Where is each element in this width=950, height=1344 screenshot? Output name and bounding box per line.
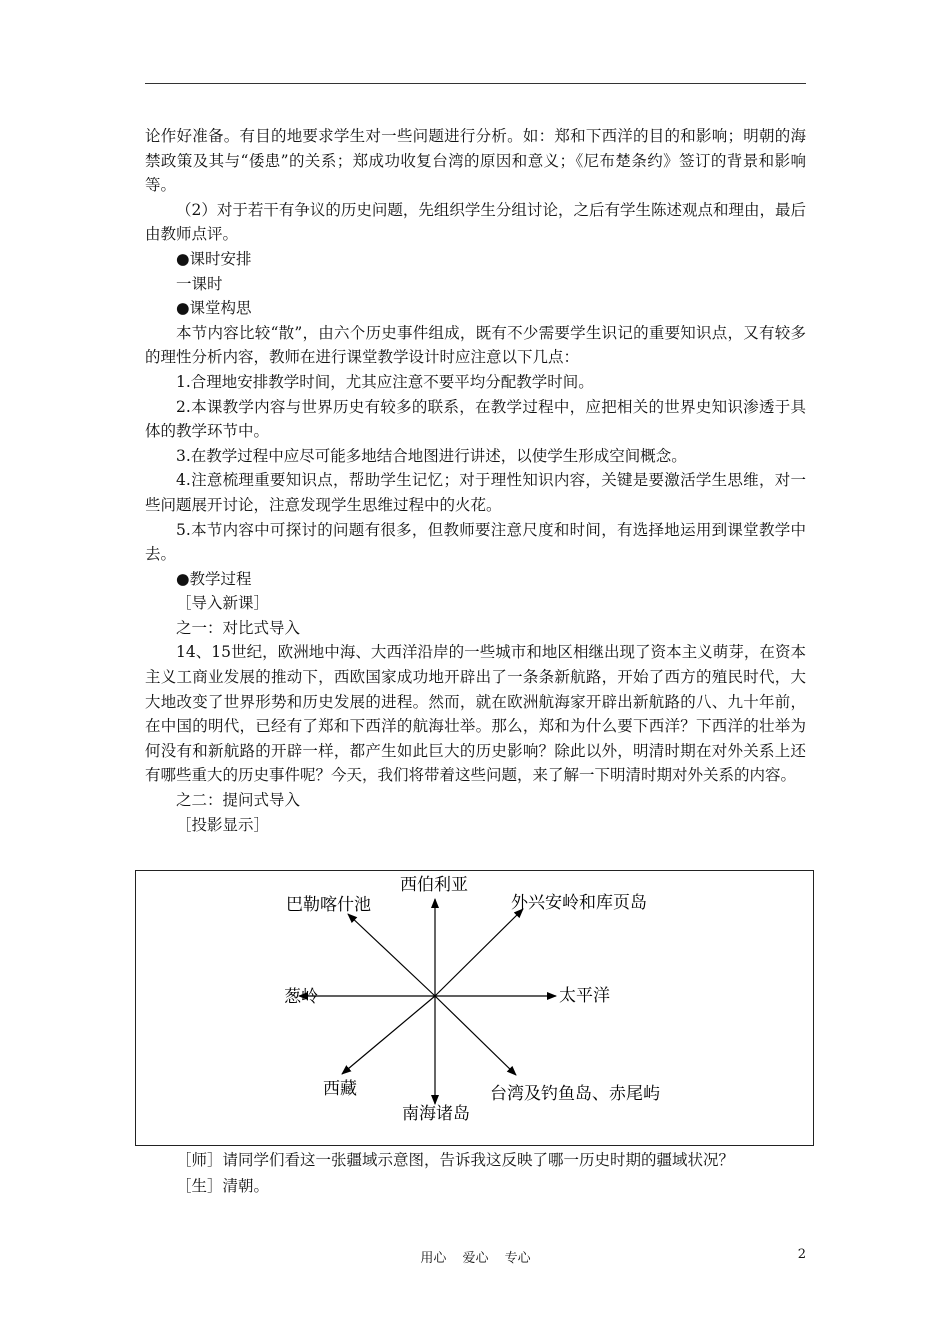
paragraph: 14、15世纪，欧洲地中海、大西洋沿岸的一些城市和地区相继出现了资本主义萌芽，在资本主义工商业发展的推动下，西欧国家成功地开辟出了一条条新航路，开始了西方的殖民时代，大大地改变了世界形势和历史发展的进程。然而，就在欧洲航海家开辟出新航路的八、九十年前，在中国的明代，已经有了郑和下西洋的航海壮举。那么，郑和为什么要下西洋？下西洋的壮举为何没有和新航路的开辟一样，都产生如此巨大的历史影响？除此以外，明清时期在对外关系上还有哪些重大的历史事件呢？今天，我们将带着这些问题，来了解一下明清时期对外关系的内容。 — [145, 643, 806, 785]
arrow-northeast — [435, 909, 523, 996]
section-heading: ●教学过程 — [176, 569, 252, 588]
list-item: 2.本课教学内容与世界历史有较多的联系，在教学过程中，应把相关的世界史知识渗透于具体的教学环节中。 — [145, 397, 806, 441]
paragraph: 一课时 — [176, 274, 223, 293]
subsection-label: ［导入新课］ — [176, 594, 270, 613]
label-west: 葱岭 — [284, 987, 318, 1007]
arrow-northwest — [348, 914, 435, 996]
teacher-line: ［师］请同学们看这一张疆域示意图，告诉我这反映了哪一历史时期的疆域状况？ — [176, 1151, 735, 1169]
student-line: ［生］清朝。 — [176, 1177, 270, 1195]
list-item: 1.合理地安排教学时间，尤其应注意不要平均分配教学时间。 — [176, 372, 594, 391]
section-heading: ●课时安排 — [176, 249, 252, 268]
label-south: 南海诸岛 — [402, 1104, 470, 1124]
label-north: 西伯利亚 — [400, 875, 468, 895]
label-northwest: 巴勒喀什池 — [286, 895, 371, 915]
paragraph: （2）对于若干有争议的历史问题，先组织学生分组讨论，之后有学生陈述观点和理由，最后由教师点评。 — [145, 200, 806, 244]
compass-arrows — [136, 871, 815, 1147]
dialogue — [145, 1147, 806, 1199]
paragraph: 本节内容比较“散”，由六个历史事件组成，既有不少需要学生识记的重要知识点，又有较多的理性分析内容，教师在进行课堂教学设计时应注意以下几点： — [145, 323, 806, 367]
page-number: 2 — [797, 1247, 806, 1262]
label-northeast: 外兴安岭和库页岛 — [511, 893, 647, 913]
subsection-label: 之一：对比式导入 — [176, 618, 301, 637]
label-southeast: 台湾及钓鱼岛、赤尾屿 — [490, 1084, 660, 1104]
paragraph: 论作好准备。有目的地要求学生对一些问题进行分析。如：郑和下西洋的目的和影响；明朝的海禁政策及其与“倭患”的关系；郑成功收复台湾的原因和意义；《尼布楚条约》签订的背景和影响等。 — [145, 127, 806, 195]
subsection-label: ［投影显示］ — [176, 815, 270, 834]
arrow-southeast — [435, 996, 516, 1075]
list-item: 5.本节内容中可探讨的问题有很多，但教师要注意尺度和时间，有选择地运用到课堂教学中去。 — [145, 520, 806, 564]
body-text — [145, 124, 806, 837]
page-footer — [145, 1247, 806, 1267]
label-east: 太平洋 — [559, 986, 610, 1006]
section-heading: ●课堂构思 — [176, 299, 252, 318]
header-rule — [145, 83, 806, 84]
label-southwest: 西藏 — [323, 1079, 357, 1099]
arrow-southwest — [342, 996, 435, 1074]
territory-diagram — [135, 870, 814, 1146]
subsection-label: 之二：提问式导入 — [176, 791, 301, 810]
list-item: 3.在教学过程中应尽可能多地结合地图进行讲述，以使学生形成空间概念。 — [176, 446, 687, 465]
list-item: 4.注意梳理重要知识点，帮助学生记忆；对于理性知识内容，关键是要激活学生思维，对一些问题展开讨论，注意发现学生思维过程中的火花。 — [145, 471, 806, 514]
footer-motto: 用心 爱心 专心 — [420, 1251, 531, 1266]
